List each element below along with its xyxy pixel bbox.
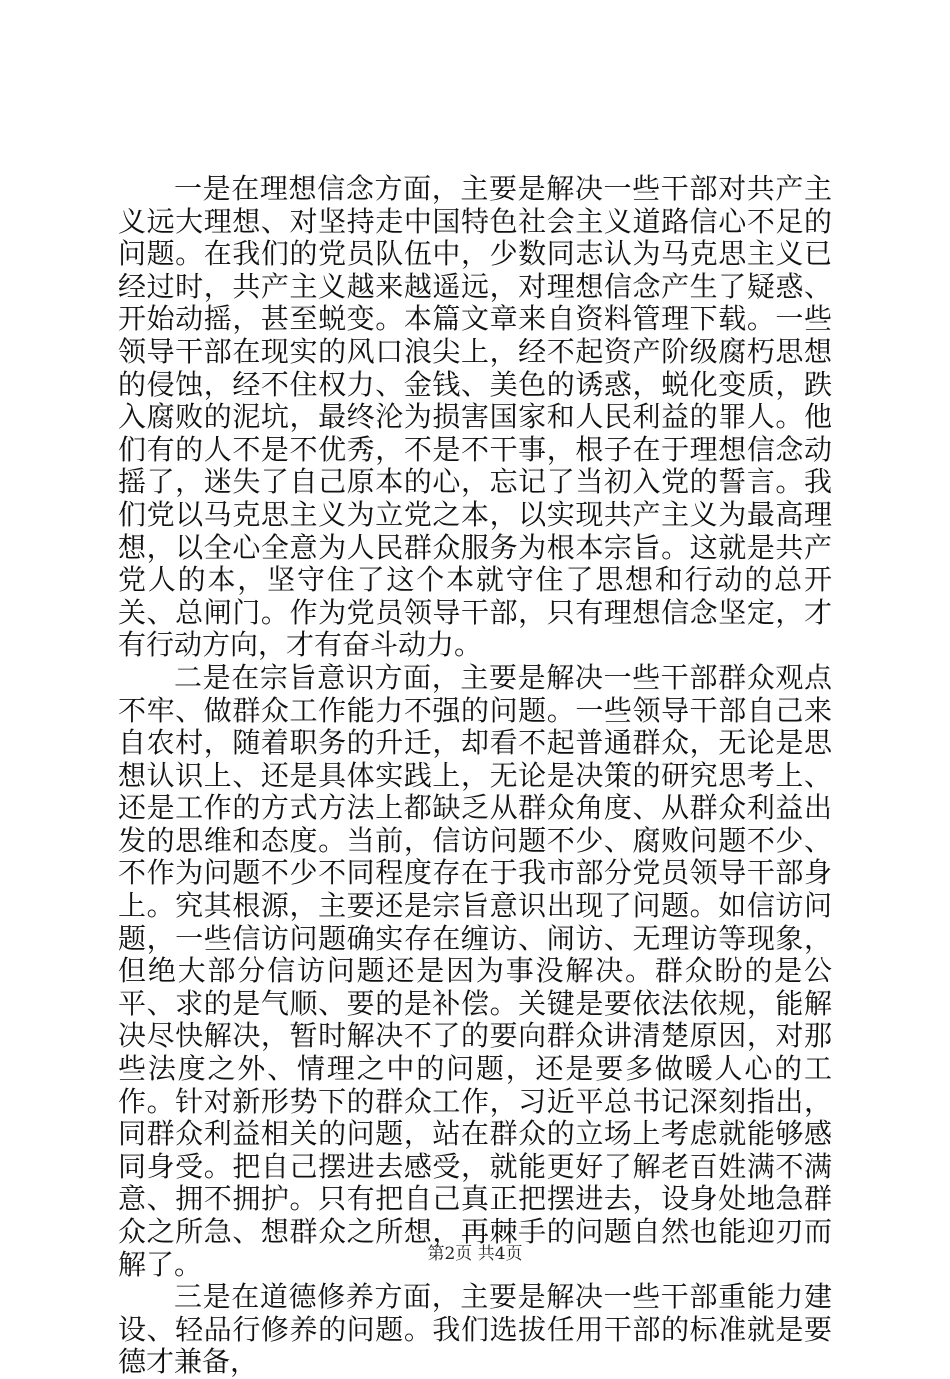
document-body xyxy=(118,173,832,1379)
paragraph-morality: 三是在道德修养方面，主要是解决一些干部重能力建设、轻品行修养的问题。我们选拔任用干部的标准就是要德才兼备， xyxy=(118,1280,832,1379)
paragraph-purpose: 二是在宗旨意识方面，主要是解决一些干部群众观点不牢、做群众工作能力不强的问题。一些领导干部自己来自农村，随着职务的升迁，却看不起普通群众，无论是思想认识上、还是具体实践上，无论是决策的研究思考上、还是工作的方式方法上都缺乏从群众角度、从群众利益出发的思维和态度。当前，信访问题不少、腐败问题不少、不作为问题不少不同程度存在于我市部分党员领导干部身上。究其根源，主要还是宗旨意识出现了问题。如信访问题，一些信访问题确实存在缠访、闹访、无理访等现象，但绝大部分信访问题还是因为事没解决。群众盼的是公平、求的是气顺、要的是补偿。关键是要依法依规，能解决尽快解决，暂时解决不了的要向群众讲清楚原因，对那些法度之外、情理之中的问题，还是要多做暖人心的工作。针对新形势下的群众工作，习近平总书记深刻指出，同群众利益相关的问题，站在群众的立场上考虑就能够感同身受。把自己摆进去感受，就能更好了解老百姓满不满意、拥不拥护。只有把自己真正把摆进去，设身处地急群众之所急、想群众之所想，再棘手的问题自然也能迎刃而解了。 xyxy=(118,660,832,1281)
page-number-footer: 第2页 共4页 xyxy=(427,1244,523,1264)
paragraph-ideals: 一是在理想信念方面，主要是解决一些干部对共产主义远大理想、对坚持走中国特色社会主义道路信心不足的问题。在我们的党员队伍中，少数同志认为马克思主义已经过时，共产主义越来越遥远，对理想信念产生了疑惑、开始动摇，甚至蜕变。本篇文章来自资料管理下载。一些领导干部在现实的风口浪尖上，经不起资产阶级腐朽思想的侵蚀，经不住权力、金钱、美色的诱惑，蜕化变质，跌入腐败的泥坑，最终沦为损害国家和人民利益的罪人。他们有的人不是不优秀，不是不干事，根子在于理想信念动摇了，迷失了自己原本的心，忘记了当初入党的誓言。我们党以马克思主义为立党之本，以实现共产主义为最高理想，以全心全意为人民群众服务为根本宗旨。这就是共产党人的本，坚守住了这个本就守住了思想和行动的总开关、总闸门。作为党员领导干部，只有理想信念坚定，才有行动方向，才有奋斗动力。 xyxy=(118,172,832,662)
